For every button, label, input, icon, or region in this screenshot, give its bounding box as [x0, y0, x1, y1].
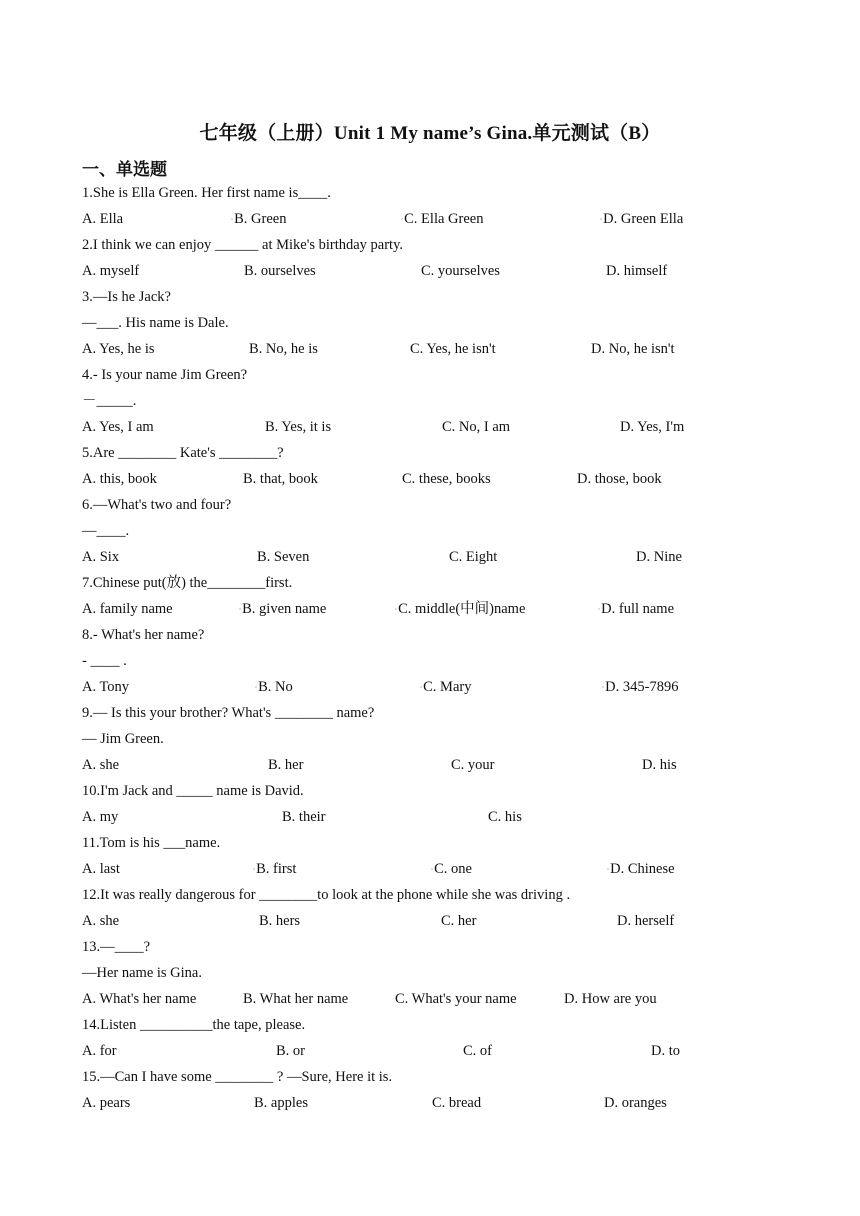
answer-option-label: D. Nine — [636, 549, 682, 565]
answer-option-label: C. Ella Green — [404, 211, 484, 227]
answer-option-label: C. Mary — [423, 679, 472, 695]
answer-option[interactable] — [265, 418, 331, 436]
answer-option-label: B. Yes, it is — [265, 419, 332, 435]
question-answer-line: －_____. — [82, 393, 137, 409]
question-stem: 4.- Is your name Jim Green? — [82, 367, 248, 383]
answer-option-label: A. Yes, he is — [82, 341, 155, 357]
answer-option[interactable] — [82, 470, 157, 488]
answer-option[interactable] — [402, 470, 491, 488]
options-row — [0, 548, 860, 566]
answer-option-label: D. No, he isn't — [591, 341, 675, 357]
answer-option[interactable] — [82, 756, 119, 774]
answer-option[interactable] — [432, 1094, 481, 1112]
answer-option[interactable] — [431, 860, 472, 879]
answer-option[interactable] — [604, 1094, 667, 1112]
answer-option[interactable] — [259, 912, 300, 930]
question-stem: 9.— Is this your brother? What's ________ name? — [82, 705, 375, 721]
answer-option[interactable] — [255, 678, 293, 697]
answer-option-label: D. full name — [601, 601, 675, 617]
answer-option-label: A. Six — [82, 549, 120, 565]
options-row — [0, 1042, 860, 1060]
options-row — [0, 262, 860, 280]
question-stem: 8.- What's her name? — [82, 627, 205, 643]
answer-option-label: C. her — [441, 913, 477, 929]
answer-option[interactable] — [82, 418, 154, 436]
answer-option-label: D. Yes, I'm — [620, 419, 685, 435]
answer-option-label: C. of — [463, 1043, 492, 1059]
answer-option-label: D. Chinese — [610, 861, 675, 877]
answer-option-label: C. No, I am — [442, 419, 511, 435]
answer-option[interactable] — [602, 678, 678, 697]
answer-option-label: B. that, book — [243, 471, 318, 487]
options-row — [0, 678, 860, 696]
options-row — [0, 210, 860, 228]
answer-option[interactable] — [82, 912, 119, 930]
answer-option-label: D. those, book — [577, 471, 662, 487]
answer-option[interactable] — [282, 808, 326, 826]
answer-option[interactable] — [651, 1042, 680, 1060]
question-answer-line: —Her name is Gina. — [82, 965, 202, 981]
answer-option-label: A. What's her name — [82, 991, 197, 1007]
question-stem: 5.Are ________ Kate's ________? — [82, 445, 284, 461]
answer-option-label: B. or — [276, 1043, 305, 1059]
answer-option[interactable] — [82, 262, 139, 280]
answer-option[interactable] — [244, 262, 316, 280]
answer-option-label: D. to — [651, 1043, 680, 1059]
answer-option-label: D. oranges — [604, 1095, 667, 1111]
options-row — [0, 340, 860, 358]
answer-option-label: A. she — [82, 757, 120, 773]
answer-option[interactable] — [243, 470, 318, 488]
option-marker-icon: ▫ — [401, 216, 404, 223]
answer-option-label: B. her — [268, 757, 304, 773]
answer-option[interactable] — [441, 912, 476, 930]
answer-option[interactable] — [82, 210, 123, 228]
option-marker-icon: ▫ — [598, 606, 601, 613]
answer-option-label: B. their — [282, 809, 326, 825]
answer-option[interactable] — [636, 548, 682, 566]
answer-option-label: D. himself — [606, 263, 668, 279]
answer-option-label: C. What's your name — [395, 991, 517, 1007]
question-answer-line: —___. His name is Dale. — [82, 315, 229, 331]
answer-option[interactable] — [564, 990, 657, 1008]
question-stem: 6.—What's two and four? — [82, 497, 232, 513]
answer-option-label: A. myself — [82, 263, 140, 279]
answer-option[interactable] — [254, 1094, 308, 1112]
question-stem: 14.Listen __________the tape, please. — [82, 1017, 306, 1033]
answer-option[interactable] — [257, 548, 309, 566]
question-stem: 12.It was really dangerous for ________to look at the phone while she was driving . — [82, 887, 571, 903]
page-title: 七年级（上册）Unit 1 My name’s Gina.单元测试（B） — [199, 123, 661, 144]
question-stem: 10.I'm Jack and _____ name is David. — [82, 783, 304, 799]
options-row — [0, 860, 860, 878]
answer-option[interactable] — [600, 210, 683, 229]
answer-option-label: D. Green Ella — [603, 211, 684, 227]
option-marker-icon: ▫ — [253, 866, 256, 873]
answer-option[interactable] — [82, 860, 120, 878]
answer-option-label: D. herself — [617, 913, 675, 929]
answer-option-label: C. yourselves — [421, 263, 500, 279]
option-marker-icon: ▫ — [600, 216, 603, 223]
answer-option-label: B. Green — [234, 211, 287, 227]
answer-option[interactable] — [401, 210, 483, 229]
answer-option[interactable] — [591, 340, 675, 358]
answer-option-label: B. given name — [242, 601, 327, 617]
answer-option[interactable] — [395, 600, 525, 619]
answer-option-label: B. hers — [259, 913, 301, 929]
answer-option[interactable] — [421, 262, 500, 280]
answer-option[interactable] — [243, 990, 348, 1008]
answer-option[interactable] — [620, 418, 684, 436]
options-row — [0, 808, 860, 826]
answer-option[interactable] — [253, 860, 296, 879]
answer-option[interactable] — [577, 470, 662, 488]
question-answer-line: —____. — [82, 523, 130, 539]
answer-option[interactable] — [606, 262, 667, 280]
options-row — [0, 418, 860, 436]
options-row — [0, 600, 860, 618]
answer-option[interactable] — [268, 756, 303, 774]
answer-option[interactable] — [449, 548, 497, 566]
options-row — [0, 1094, 860, 1112]
answer-option[interactable] — [607, 860, 675, 879]
answer-option[interactable] — [82, 990, 196, 1008]
answer-option-label: A. Tony — [82, 679, 130, 695]
answer-option-label: B. No — [258, 679, 293, 695]
answer-option-label: A. pears — [82, 1095, 131, 1111]
answer-option[interactable] — [410, 340, 496, 358]
answer-option[interactable] — [488, 808, 522, 826]
answer-option-label: C. Yes, he isn't — [410, 341, 496, 357]
answer-option[interactable] — [451, 756, 495, 774]
answer-option[interactable] — [82, 340, 155, 358]
answer-option[interactable] — [463, 1042, 492, 1060]
answer-option-label: A. this, book — [82, 471, 157, 487]
answer-option[interactable] — [82, 808, 118, 826]
answer-option[interactable] — [249, 340, 318, 358]
question-stem: 3.—Is he Jack? — [82, 289, 171, 305]
answer-option-label: D. How are you — [564, 991, 657, 1007]
option-marker-icon: ▫ — [395, 606, 398, 613]
answer-option[interactable] — [82, 678, 129, 696]
answer-option[interactable] — [598, 600, 674, 619]
answer-option-label: D. 345-7896 — [605, 679, 679, 695]
answer-option[interactable] — [82, 548, 119, 566]
answer-option[interactable] — [276, 1042, 305, 1060]
answer-option-label: B. ourselves — [244, 263, 316, 279]
option-marker-icon: ▫ — [420, 684, 423, 691]
answer-option-label: C. your — [451, 757, 495, 773]
option-marker-icon: ▫ — [431, 866, 434, 873]
options-row — [0, 756, 860, 774]
question-stem: 15.—Can I have some ________ ? —Sure, Here it is. — [82, 1069, 393, 1085]
options-row — [0, 990, 860, 1008]
answer-option[interactable] — [642, 756, 677, 774]
answer-option-label: A. family name — [82, 601, 173, 617]
answer-option-label: A. Yes, I am — [82, 419, 154, 435]
answer-option[interactable] — [82, 1094, 130, 1112]
option-marker-icon: ▫ — [255, 684, 258, 691]
answer-option[interactable] — [442, 418, 510, 436]
answer-option-label: C. one — [434, 861, 472, 877]
answer-option-label: C. middle(中间)name — [398, 601, 526, 617]
answer-option[interactable] — [231, 210, 286, 229]
question-stem: 2.I think we can enjoy ______ at Mike's birthday party. — [82, 237, 404, 253]
question-stem: 13.—____? — [82, 939, 151, 955]
answer-option-label: C. bread — [432, 1095, 482, 1111]
answer-option-label: B. Seven — [257, 549, 310, 565]
answer-option[interactable] — [420, 678, 471, 697]
question-stem: 1.She is Ella Green. Her first name is____. — [82, 185, 331, 201]
answer-option-label: A. my — [82, 809, 119, 825]
question-answer-line: — Jim Green. — [82, 731, 164, 747]
answer-option-label: C. these, books — [402, 471, 491, 487]
answer-option-label: A. last — [82, 861, 120, 877]
answer-option-label: C. Eight — [449, 549, 498, 565]
option-marker-icon: ▫ — [602, 684, 605, 691]
question-stem: 11.Tom is his ___name. — [82, 835, 221, 851]
answer-option-label: B. What her name — [243, 991, 349, 1007]
answer-option-label: A. for — [82, 1043, 117, 1059]
answer-option[interactable] — [395, 990, 517, 1008]
answer-option-label: B. No, he is — [249, 341, 318, 357]
question-answer-line: - ____ . — [82, 653, 127, 669]
answer-option-label: A. Ella — [82, 211, 124, 227]
answer-option[interactable] — [239, 600, 326, 619]
option-marker-icon: ▫ — [231, 216, 234, 223]
answer-option-label: D. his — [642, 757, 677, 773]
question-stem: 7.Chinese put(放) the________first. — [82, 575, 293, 591]
answer-option-label: A. she — [82, 913, 120, 929]
answer-option-label: B. first — [256, 861, 297, 877]
answer-option-label: C. his — [488, 809, 522, 825]
answer-option[interactable] — [82, 1042, 117, 1060]
section-heading: 一、单选题 — [82, 160, 167, 180]
answer-option-label: B. apples — [254, 1095, 308, 1111]
options-row — [0, 470, 860, 488]
options-row — [0, 912, 860, 930]
option-marker-icon: ▫ — [239, 606, 242, 613]
option-marker-icon: ▫ — [607, 866, 610, 873]
answer-option[interactable] — [617, 912, 674, 930]
answer-option[interactable] — [82, 600, 173, 618]
